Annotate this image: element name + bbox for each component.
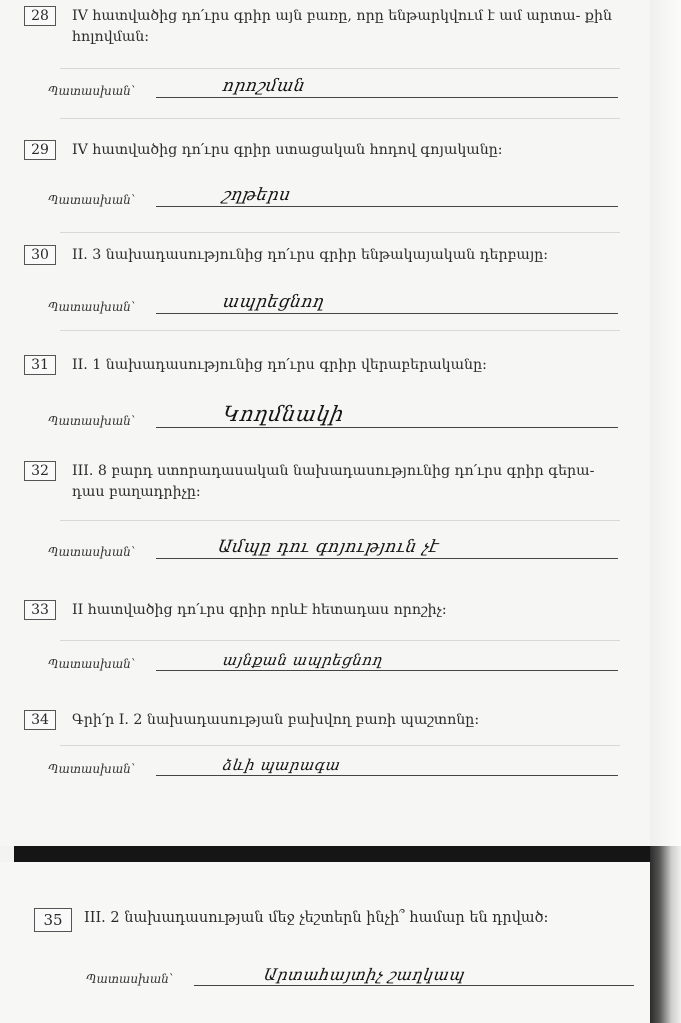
answer-row-28[interactable] [48,72,618,102]
answer-row-31[interactable] [48,402,618,432]
question-34 [24,710,624,731]
handwritten-answer: շղթերս [221,185,293,205]
question-text: Գրի՛ր I. 2 նախադասության բախվող բառի պաշտոնը: [72,712,480,728]
answer-label: Պատասխան՝ [48,193,136,207]
question-text: III. 2 նախադասության մեջ չեշտերն ինչի՞ համար են դրված: [84,910,549,926]
question-number: 35 [34,908,72,932]
question-text: II. 3 նախադասությունից դո՛ւրս գրիր ենթակայական դերբայը: [72,247,549,263]
scan-divider-bar [14,846,650,862]
page-edge [650,0,681,846]
bleed-through-line [60,232,620,233]
question-text: IV հատվածից դո՛ւրս գրիր այն բառը, որը ենթարկվում է ամ արտա- քին հոլովման: [72,8,612,45]
handwritten-answer: ձևի պարագա [221,756,343,774]
question-number: 31 [24,355,56,375]
answer-row-30[interactable] [48,288,618,318]
answer-label: Պատասխան՝ [86,972,174,986]
answer-line [156,670,618,671]
worksheet-sheet-bottom [0,862,650,1023]
answer-line [156,313,618,314]
answer-line [194,985,634,986]
answer-row-29[interactable] [48,181,618,211]
question-number: 29 [24,140,56,160]
answer-label: Պատասխան՝ [48,762,136,776]
answer-label: Պատասխան՝ [48,414,136,428]
answer-label: Պատասխան՝ [48,84,136,98]
answer-line [156,97,618,98]
answer-row-33[interactable] [48,645,618,675]
page-edge-shadow [650,846,681,1023]
question-number: 30 [24,245,56,265]
question-number: 32 [24,461,56,481]
handwritten-answer: Արտահայտիչ շաղկապ [262,965,467,984]
answer-label: Պատասխան՝ [48,545,136,559]
question-29 [24,140,624,161]
question-text: II. 1 նախադասությունից դո՛ւրս գրիր վերաբերականը: [72,357,487,373]
answer-row-35[interactable] [86,960,634,990]
answer-row-34[interactable] [48,750,618,780]
answer-label: Պատասխան՝ [48,300,136,314]
question-text: III. 8 բարդ ստորադասական նախադասությունից դո՛ւրս գրիր գերա- դաս բաղադրիչը: [72,463,595,500]
handwritten-answer: ապրեցնող [221,292,327,312]
answer-line [156,775,618,776]
bleed-through-line [60,68,620,69]
bleed-through-line [60,640,620,641]
question-33 [24,600,624,621]
handwritten-answer: այնքան ապրեցնող [221,651,385,669]
answer-row-32[interactable] [48,533,618,563]
question-text: IV հատվածից դո՛ւրս գրիր ստացական հոդով գոյականը: [72,142,503,158]
question-text: II հատվածից դո՛ւրս գրիր որևէ հետադաս որոշիչ: [72,602,447,618]
question-28 [24,6,624,48]
answer-line [156,206,618,207]
handwritten-answer: Կողմնակի [220,402,347,426]
bleed-through-line [60,118,620,119]
question-number: 34 [24,710,56,730]
question-30 [24,245,624,266]
answer-line [156,558,618,559]
handwritten-answer: Ամպը դու գոյություն չէ [216,537,441,557]
handwritten-answer: որոշման [221,76,307,96]
question-31 [24,355,624,376]
question-32 [24,461,624,503]
bleed-through-line [60,745,620,746]
bleed-through-line [60,520,620,521]
question-number: 28 [24,6,56,26]
answer-line [156,427,618,428]
bleed-through-line [60,330,620,331]
answer-label: Պատասխան՝ [48,657,136,671]
question-35 [34,908,634,929]
question-number: 33 [24,600,56,620]
